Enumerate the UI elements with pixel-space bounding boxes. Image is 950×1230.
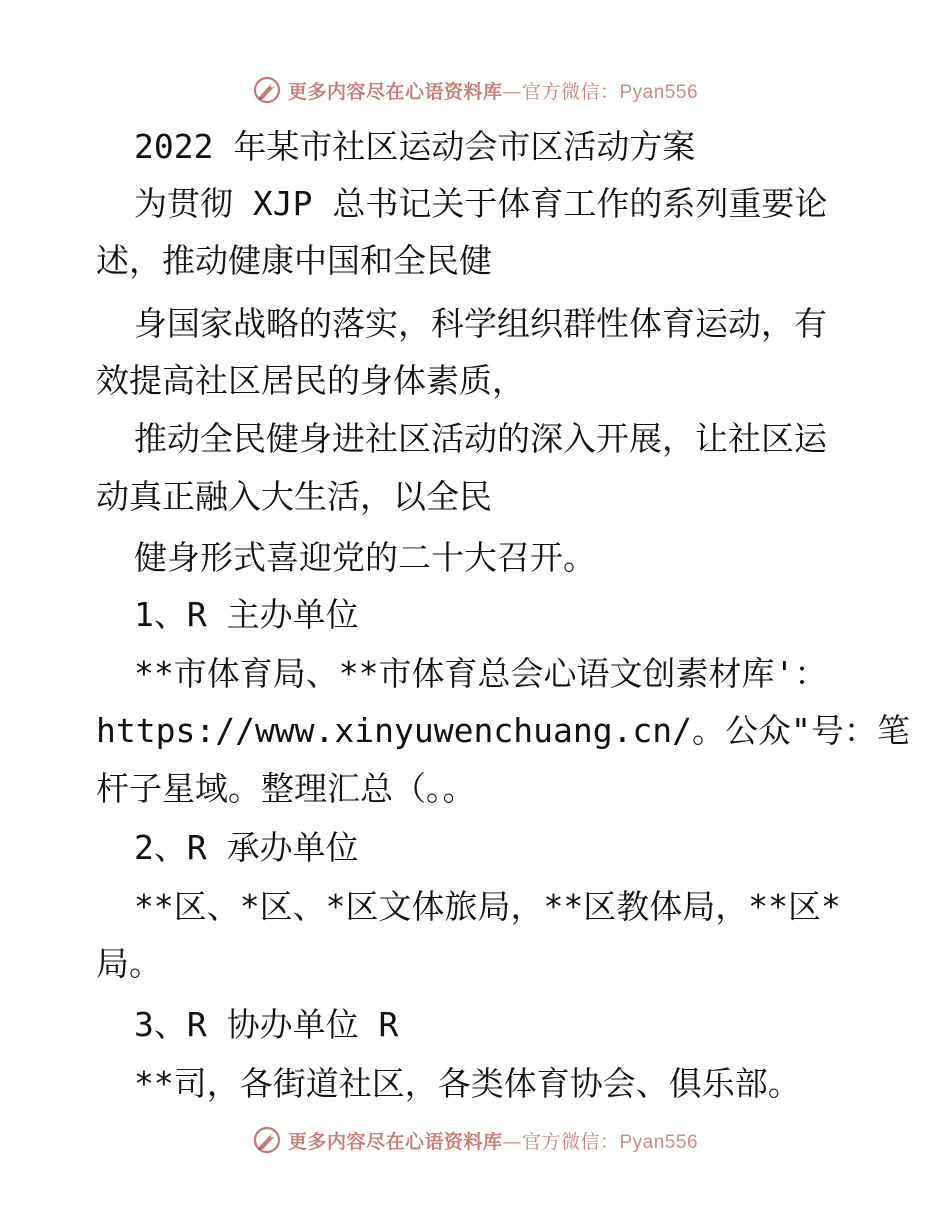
- footer-banner-inner: [252, 1125, 698, 1155]
- header-slogan: 更多内容尽在心语资料库: [287, 80, 503, 103]
- pen-logo-icon: [252, 75, 282, 105]
- footer-slogan: 更多内容尽在心语资料库: [287, 1130, 503, 1153]
- footer-banner-text: [288, 1127, 698, 1154]
- footer-account: Pyan556: [619, 1131, 699, 1153]
- section-heading: 1、R 主办单位: [134, 595, 359, 634]
- header-account: Pyan556: [619, 81, 699, 103]
- paragraph-line: 健身形式喜迎党的二十大召开。: [134, 538, 596, 577]
- header-banner-inner: [252, 75, 698, 105]
- header-banner-text: [288, 77, 698, 104]
- section-heading: 2、R 承办单位: [134, 828, 359, 867]
- header-contact-label: 官方微信：: [521, 80, 620, 103]
- paragraph-line: 局。: [96, 944, 162, 983]
- paragraph-line: **司，各街道社区，各类体育协会、俱乐部。: [134, 1064, 801, 1103]
- paragraph-line: https://www.xinyuwenchuang.cn/。公众"号：笔: [96, 711, 910, 750]
- paragraph-line: **区、*区、*区文体旅局，**区教体局，**区*: [134, 887, 841, 926]
- paragraph-line: 效提高社区居民的身体素质，: [96, 361, 525, 400]
- paragraph-line: 身国家战略的落实，科学组织群性体育运动，有: [134, 304, 827, 343]
- paragraph-line: **市体育局、**市体育总会心语文创素材库'：: [134, 654, 828, 693]
- header-watermark-banner: [0, 70, 950, 110]
- footer-contact-label: 官方微信：: [521, 1130, 620, 1153]
- footer-dash: —: [502, 1130, 522, 1153]
- footer-watermark-banner: [0, 1120, 950, 1160]
- header-dash: —: [502, 80, 522, 103]
- paragraph-line: 为贯彻 XJP 总书记关于体育工作的系列重要论: [134, 184, 828, 223]
- paragraph-line: 动真正融入大生活，以全民: [96, 477, 492, 516]
- paragraph-line: 杆子星域。整理汇总（。。: [96, 769, 476, 808]
- paragraph-line: 推动全民健身进社区活动的深入开展，让社区运: [134, 419, 827, 458]
- pen-logo-icon: [252, 1125, 282, 1155]
- section-heading: 3、R 协办单位 R: [134, 1005, 399, 1044]
- paragraph-line: 述，推动健康中国和全民健: [96, 241, 492, 280]
- title-line: 2022 年某市社区运动会市区活动方案: [134, 127, 696, 166]
